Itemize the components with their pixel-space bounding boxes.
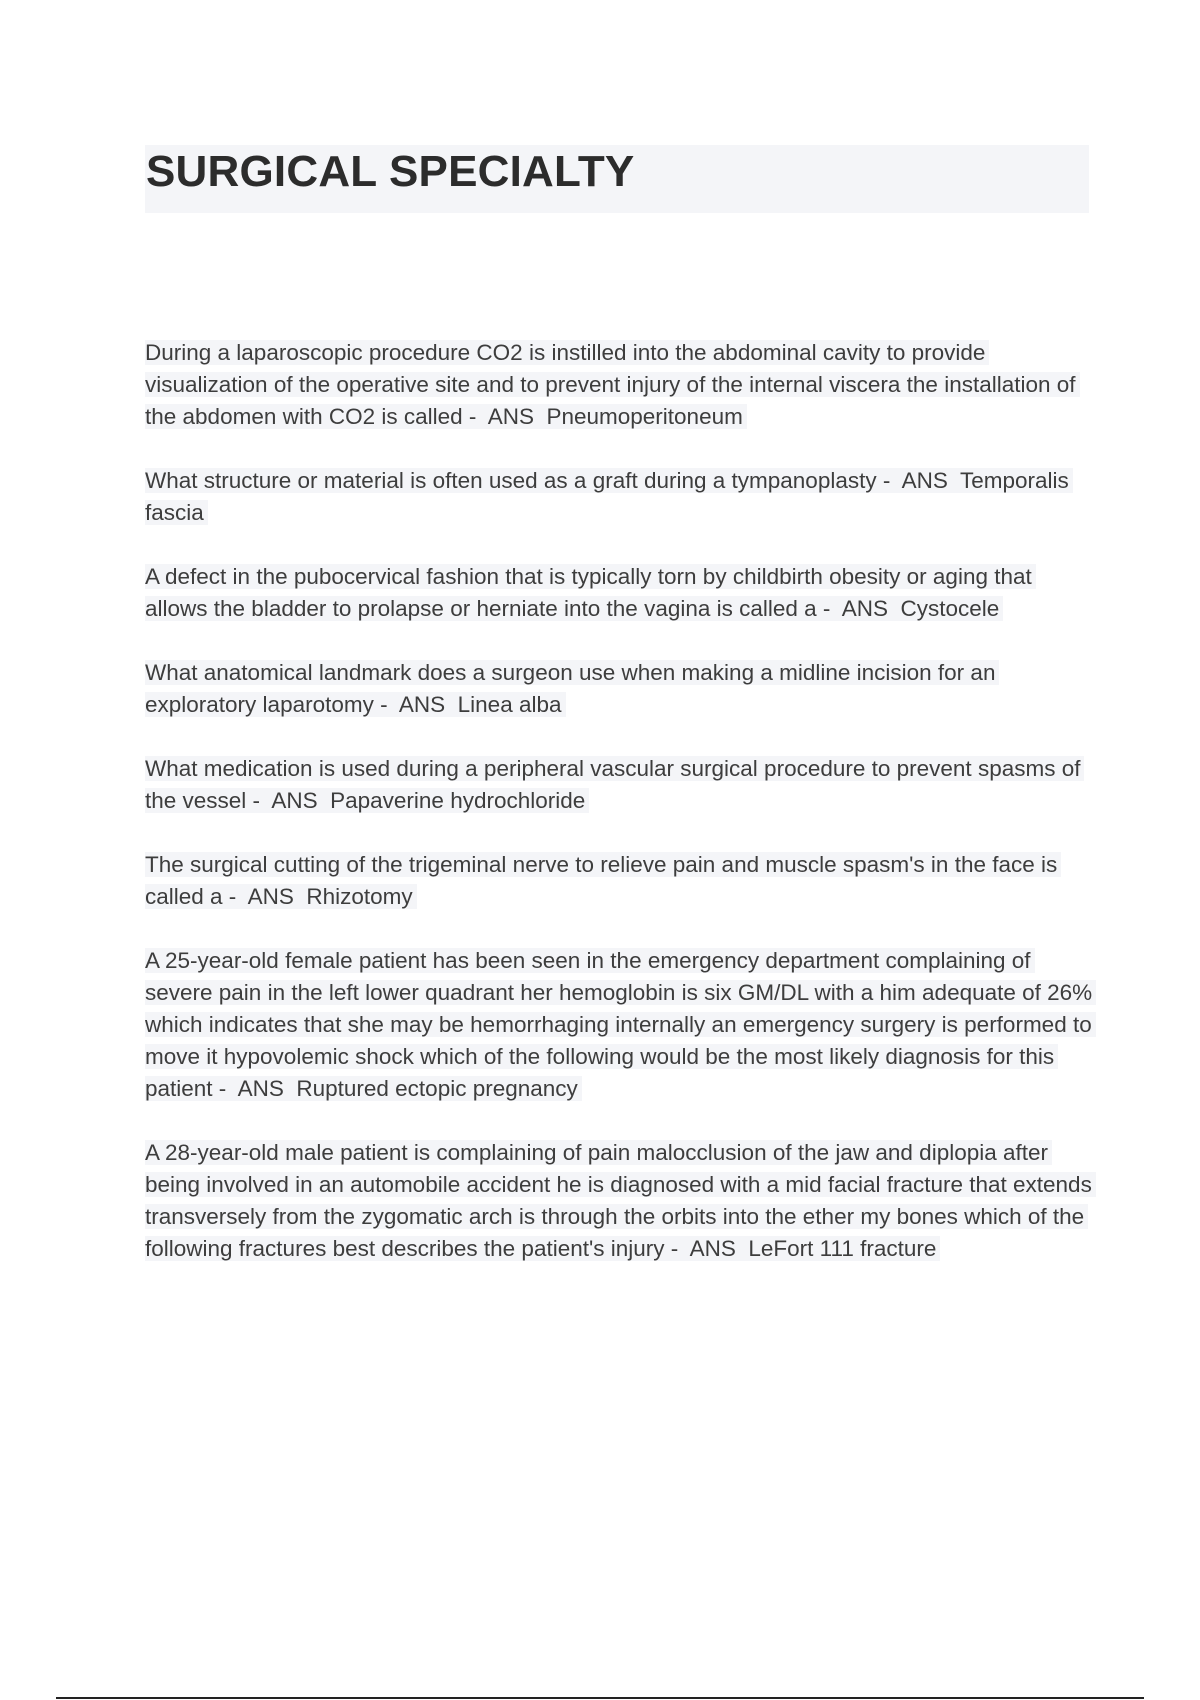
qa-item-text: [145, 564, 1036, 621]
qa-item: [145, 465, 1095, 529]
question-text: What structure or material is often used as a graft during a tympanoplasty -: [145, 468, 891, 493]
question-text: What anatomical landmark does a surgeon use when making a midline incision for an exploratory laparotomy -: [145, 660, 996, 717]
answer-marker: ANS: [487, 404, 534, 429]
qa-item: [145, 561, 1095, 625]
answer-text: Rhizotomy: [306, 884, 413, 909]
answer-text: Linea alba: [457, 692, 562, 717]
answer-marker: ANS: [841, 596, 888, 621]
qa-item: [145, 337, 1095, 433]
qa-item-text: [145, 468, 1073, 525]
qa-item-text: [145, 660, 999, 717]
answer-marker: ANS: [271, 788, 318, 813]
qa-item: [145, 657, 1095, 721]
page-title: SURGICAL SPECIALTY: [146, 147, 635, 196]
question-text: A 28-year-old male patient is complaining of pain malocclusion of the jaw and diplopia after being involved in an automobile accident he is diagnosed with a mid facial fracture that extends transversely from the zygomatic arch is through the orbits into the ether my bones which of the following fractures best describes the patient's injury -: [145, 1140, 1092, 1261]
question-text: The surgical cutting of the trigeminal nerve to relieve pain and muscle spasm's in the face is called a -: [145, 852, 1058, 909]
question-text: A defect in the pubocervical fashion that is typically torn by childbirth obesity or aging that allows the bladder to prolapse or herniate into the vagina is called a -: [145, 564, 1032, 621]
answer-text: Ruptured ectopic pregnancy: [296, 1076, 578, 1101]
answer-text: Papaverine hydrochloride: [330, 788, 586, 813]
question-text: A 25-year-old female patient has been seen in the emergency department complaining of severe pain in the left lower quadrant her hemoglobin is six GM/DL with a him adequate of 26% which indicates that she may be hemorrhaging internally an emergency surgery is performed to move it hypovolemic shock which of the following would be the most likely diagnosis for this patient -: [145, 948, 1093, 1101]
answer-text: Pneumoperitoneum: [546, 404, 743, 429]
qa-item: [145, 849, 1095, 913]
qa-item-text: [145, 756, 1084, 813]
answer-marker: ANS: [901, 468, 948, 493]
qa-item-text: [145, 948, 1096, 1101]
bottom-divider: [56, 1697, 1144, 1699]
qa-item: [145, 1137, 1095, 1265]
qa-item: [145, 945, 1095, 1105]
answer-marker: ANS: [237, 1076, 284, 1101]
qa-item-text: [145, 340, 1080, 429]
qa-list: [145, 337, 1095, 1297]
answer-text: Temporalis fascia: [145, 468, 1069, 525]
answer-text: Cystocele: [900, 596, 1000, 621]
answer-marker: ANS: [398, 692, 446, 717]
qa-item: [145, 753, 1095, 817]
qa-item-text: [145, 1140, 1096, 1261]
question-text: What medication is used during a peripheral vascular surgical procedure to prevent spasms of the vessel -: [145, 756, 1081, 813]
question-text: During a laparoscopic procedure CO2 is instilled into the abdominal cavity to provide visualization of the operative site and to prevent injury of the internal viscera the installation of the abdomen with CO2 is called -: [145, 340, 1076, 429]
answer-text: LeFort 111 fracture: [748, 1236, 937, 1261]
answer-marker: ANS: [247, 884, 294, 909]
qa-item-text: [145, 852, 1061, 909]
answer-marker: ANS: [689, 1236, 736, 1261]
